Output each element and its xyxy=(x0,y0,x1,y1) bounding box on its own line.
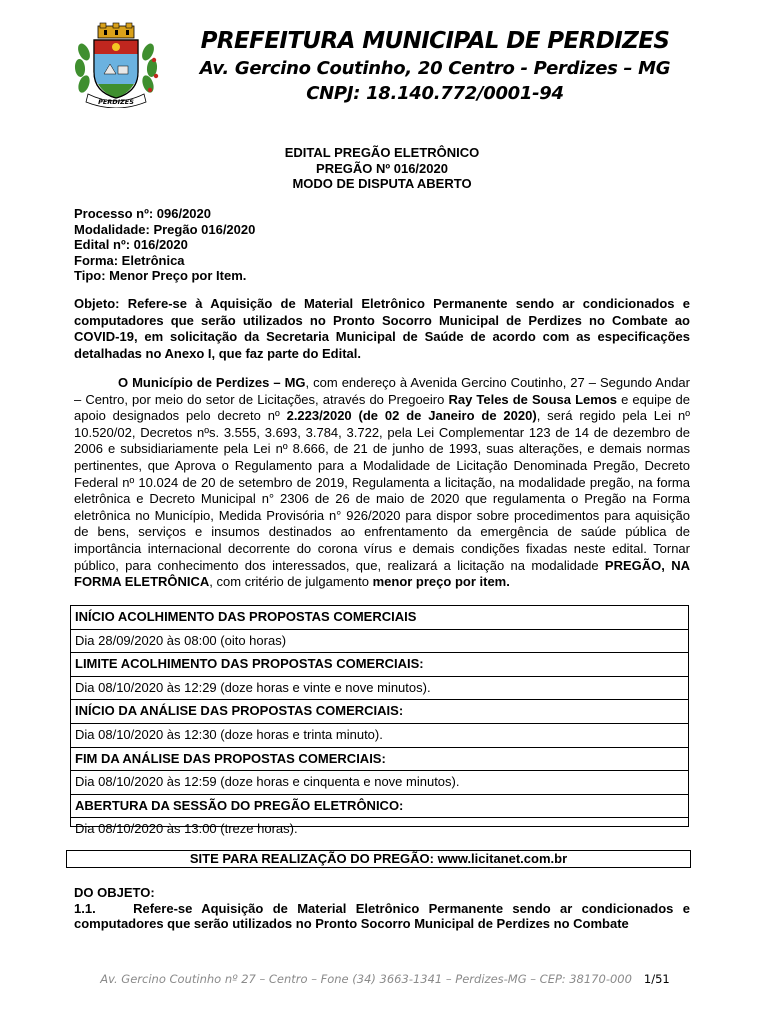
intro-text-2: e equipe de apoio designados pelo decreto nº xyxy=(74,391,690,424)
municipality-title: PREFEITURA MUNICIPAL DE PERDIZES xyxy=(200,28,670,54)
intro-paragraph xyxy=(74,375,690,591)
decree-reference: 2.223/2020 (de 02 de Janeiro de 2020) xyxy=(286,408,537,424)
tipo: Tipo: Menor Preço por Item. xyxy=(74,268,247,283)
dispute-mode: MODO DE DISPUTA ABERTO xyxy=(292,176,472,191)
forma: Forma: Eletrônica xyxy=(74,252,185,268)
municipality-name: O Município de Perdizes – MG xyxy=(118,375,306,390)
schedule-value: Dia 08/10/2020 às 12:59 (doze horas e cinquenta e nove minutos). xyxy=(71,770,688,794)
schedule-label: FIM DA ANÁLISE DAS PROPOSTAS COMERCIAIS: xyxy=(71,747,688,771)
schedule-value: Dia 08/10/2020 às 13:00 (treze horas). xyxy=(71,817,688,841)
schedule-label: ABERTURA DA SESSÃO DO PREGÃO ELETRÔNICO: xyxy=(71,794,688,818)
footer-address: Av. Gercino Coutinho nº 27 – Centro – Fone (34) 3663-1341 – Perdizes-MG – CEP: 38170-000 xyxy=(100,972,632,986)
edital-heading xyxy=(74,145,690,192)
municipal-coat-of-arms-logo xyxy=(70,22,162,108)
municipality-address: Av. Gercino Coutinho, 20 Centro - Perdizes – MG xyxy=(199,58,671,79)
schedule-label: LIMITE ACOLHIMENTO DAS PROPOSTAS COMERCIAIS: xyxy=(71,652,688,676)
municipality-cnpj: CNPJ: 18.140.772/0001-94 xyxy=(306,83,564,104)
pregao-site-box: SITE PARA REALIZAÇÃO DO PREGÃO: www.licitanet.com.br xyxy=(66,850,691,868)
do-objeto-item: 1.1. Refere-se Aquisição de Material Eletrônico Permanente sendo ar condicionados e computadores que serão utilizados no Pronto Socorro Municipal de Perdizes no Combate xyxy=(74,900,694,931)
page-number: 1/51 xyxy=(643,972,670,986)
objeto-paragraph: Objeto: Refere-se à Aquisição de Material Eletrônico Permanente sendo ar condicionados e computadores que serão utilizados no Pronto Socorro Municipal de Perdizes no Combate ao COVID-19, em solicitação da Secretaria Municipal de Saúde de acordo com as especificações detalhadas no Anexo I, que faz parte do Edital. xyxy=(74,296,690,361)
page-footer xyxy=(0,972,770,986)
intro-text-4: , com critério de julgamento xyxy=(209,574,373,590)
schedule-value: Dia 08/10/2020 às 12:29 (doze horas e vinte e nove minutos). xyxy=(71,676,688,700)
intro-text-3: , será regido pela Lei nº 10.520/02, Decretos nºs. 3.555, 3.693, 3.784, 3.722, pela Lei Complementar 123 de 14 de dezembro de 2006 e subsidiariamente pela Lei nº 8.666, de 21 de junho de 1993, suas alterações, e demais normas pertinentes, que Aprova o Regulamento para a Modalidade de Licitação Denominada Pregão, Decreto Federal nº 10.024 de 20 de setembro de 2019, Regulamenta a licitação, na modalidade pregão, na forma eletrônica e Decreto Municipal n° 2306 de 26 de maio de 2020 que regulamenta o Pregão na Forma eletrônica no Município, Medida Provisória n° 926/2020 para dispor sobre procedimentos para aquisição de bens, serviços e insumos destinados ao enfrentamento da emergência de saúde pública de importância internacional decorrente do corona vírus e demais condições fixadas neste edital. Tornar público, para conhecimento dos interessados, que, realizará a licitação na modalidade xyxy=(74,408,690,573)
intro-text-1: , com endereço à Avenida Gercino Coutinho, 27 – Segundo Andar – Centro, por meio do setor de Licitações, através do Pregoeiro xyxy=(74,375,690,407)
processo-number: Processo nº: 096/2020 xyxy=(74,206,211,221)
seal-ribbon-text: PERDIZES xyxy=(98,98,134,106)
edital-title: EDITAL PREGÃO ELETRÔNICO xyxy=(284,145,480,160)
edital-number: Edital nº: 016/2020 xyxy=(74,237,188,252)
judgment-criterion: menor preço por item. xyxy=(372,574,510,590)
modality-name: PREGÃO, NA FORMA ELETRÔNICA xyxy=(74,557,691,590)
schedule-table xyxy=(70,605,689,837)
do-objeto-heading: DO OBJETO: xyxy=(74,885,155,900)
pregao-number: PREGÃO Nº 016/2020 xyxy=(316,160,448,176)
schedule-value: Dia 08/10/2020 às 12:30 (doze horas e trinta minuto). xyxy=(71,723,688,747)
schedule-label: INÍCIO ACOLHIMENTO DAS PROPOSTAS COMERCIAIS xyxy=(75,609,417,624)
pregoeiro-name: Ray Teles de Sousa Lemos xyxy=(448,391,617,407)
schedule-label: INÍCIO DA ANÁLISE DAS PROPOSTAS COMERCIAIS: xyxy=(71,699,688,723)
modalidade: Modalidade: Pregão 016/2020 xyxy=(74,221,256,237)
do-objeto-section xyxy=(74,885,694,932)
schedule-value: Dia 28/09/2020 às 08:00 (oito horas) xyxy=(71,629,688,653)
process-metadata xyxy=(74,206,255,284)
